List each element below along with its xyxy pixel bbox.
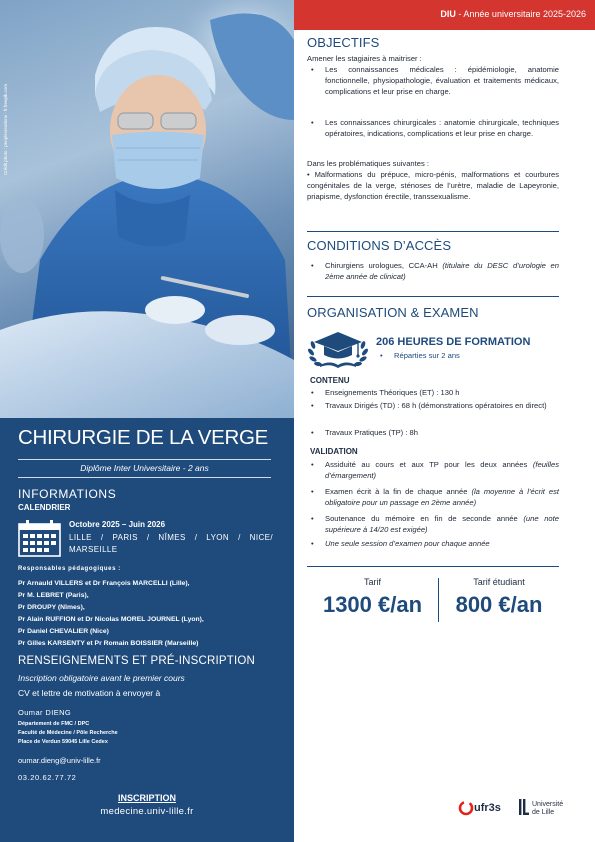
- university-logo-line2: de Lille: [532, 809, 555, 816]
- list-item: Pr Arnauld VILLERS et Dr François MARCELLI (Lille),: [18, 580, 190, 587]
- conditions-note: (titulaire du DESC d’urologie en 2ème année de clinicat): [325, 261, 559, 281]
- validation-text: Assiduité au cours et aux TP pour les deux années: [325, 460, 533, 469]
- conditions-text: Chirurgiens urologues, CCA-AH: [325, 261, 443, 270]
- registration-note: Inscription obligatoire avant le premier cours: [18, 673, 185, 683]
- problems-list: • Malformations du prépuce, micro-pénis, malformations et courbures congénitales de la verge, sténoses de l’urètre, maladie de Lapeyronie, priapisme, dysfonction érectile, transsexualisme.: [307, 170, 559, 201]
- list-item: Pr Gilles KARSENTY et Pr Romain BOISSIER (Marseille): [18, 640, 199, 647]
- page-title: CHIRURGIE DE LA VERGE: [18, 426, 269, 449]
- divider: [18, 459, 271, 460]
- diploma-subtitle: Diplôme Inter Universitaire - 2 ans: [80, 463, 209, 473]
- conditions-bullet: [311, 261, 559, 283]
- responsables-list: [18, 578, 288, 650]
- conditions-heading: CONDITIONS D’ACCÈS: [307, 238, 452, 253]
- address-line: Place de Verdun 59045 Lille Cedex: [18, 739, 108, 745]
- validation-item: [311, 539, 559, 550]
- contact-email-link[interactable]: oumar.dieng@univ-lille.fr: [18, 756, 101, 765]
- validation-note: Une seule session d’examen pour chaque année: [325, 539, 490, 548]
- banner-text: [294, 9, 586, 19]
- calendar-icon: [18, 519, 61, 557]
- contenu-item: • Travaux Dirigés (TD) : 68 h (démonstrations opératoires en direct): [311, 401, 559, 412]
- informations-heading: INFORMATIONS: [18, 487, 117, 501]
- registration-cv: CV et lettre de motivation à envoyer à: [18, 688, 161, 698]
- contact-address: [18, 720, 118, 747]
- organisation-heading: ORGANISATION & EXAMEN: [307, 305, 479, 320]
- validation-note: (feuilles d’émargement): [325, 460, 559, 480]
- list-item: Pr Daniel CHEVALIER (Nice): [18, 628, 109, 635]
- university-logo-line1: Université: [532, 801, 564, 808]
- tarif-student-value: 800 €/an: [455, 592, 543, 617]
- year-banner: [294, 0, 595, 30]
- list-item: Pr DROUPY (Nîmes),: [18, 604, 85, 611]
- tarif-value: 1300 €/an: [322, 592, 423, 617]
- divider: [307, 566, 559, 567]
- validation-item: [311, 487, 559, 509]
- calendar-cities-continued: MARSEILLE: [69, 545, 118, 554]
- banner-prefix: DIU: [440, 9, 456, 19]
- objectifs-bullet: • Les connaissances médicales : épidémiologie, anatomie fonctionnelle, physiopathologie, évaluation et traitements médicaux, complications et leur prise en charge.: [311, 65, 559, 97]
- problems-intro: Dans les problématiques suivantes :: [307, 159, 429, 168]
- address-line: Faculté de Médecine / Pôle Recherche: [18, 730, 118, 736]
- objectifs-bullet: • Les connaissances chirurgicales : anatomie chirurgicale, techniques opératoires, indications, complications et leur prise en charge.: [311, 118, 559, 140]
- hours-subtitle: • Réparties sur 2 ans: [380, 351, 460, 360]
- contenu-item: • Enseignements Théoriques (ET) : 130 h: [311, 388, 559, 399]
- calendar-heading: CALENDRIER: [18, 503, 71, 512]
- list-item: Pr M. LEBRET (Paris),: [18, 592, 89, 599]
- validation-note: (une note supérieure à 14/20 est exigée): [325, 514, 559, 534]
- university-lille-logo: [518, 797, 570, 819]
- ufr3s-logo: [458, 797, 508, 817]
- validation-note: (la moyenne à l’écrit est obligatoire pour un passage en 2ème année): [325, 487, 559, 507]
- address-line: Département de FMC / DPC: [18, 721, 90, 727]
- contact-name: Oumar DIENG: [18, 708, 72, 717]
- validation-text: Soutenance du mémoire en fin de seconde année: [325, 514, 524, 523]
- tarif-label: Tarif: [363, 577, 381, 587]
- divider: [307, 296, 559, 297]
- contenu-item: • Travaux Pratiques (TP) : 8h: [311, 428, 559, 439]
- surgeon-photo: [0, 0, 294, 418]
- validation-item: [311, 514, 559, 536]
- surgeon-illustration: [0, 0, 294, 418]
- calendar-cities: LILLE / PARIS / NÎMES / LYON / NICE/: [69, 533, 273, 542]
- inscription-label: INSCRIPTION: [117, 793, 176, 803]
- inscription-link[interactable]: medecine.univ-lille.fr: [100, 806, 194, 817]
- divider: [307, 231, 559, 232]
- responsables-heading: Responsables pédagogiques :: [18, 566, 121, 572]
- ufr3s-logo-text: ufr3s: [474, 802, 501, 814]
- banner-year: - Année universitaire 2025-2026: [455, 9, 586, 19]
- calendar-dates: Octobre 2025 – Juin 2026: [69, 520, 166, 529]
- objectifs-intro: Amener les stagiaires à maitriser :: [307, 54, 422, 63]
- objectifs-heading: OBJECTIFS: [307, 35, 380, 50]
- left-panel: [0, 0, 294, 842]
- registration-heading: RENSEIGNEMENTS ET PRÉ-INSCRIPTION: [18, 655, 256, 667]
- tarif-student-label: Tarif étudiant: [473, 577, 525, 587]
- photo-credit: Crédit photo : peoplecreations - fr.freepik.com: [3, 83, 8, 175]
- validation-heading: VALIDATION: [310, 447, 358, 456]
- hours-heading: 206 HEURES DE FORMATION: [376, 336, 531, 348]
- validation-text: Examen écrit à la fin de chaque année: [325, 487, 472, 496]
- graduation-cap-icon: [306, 329, 370, 369]
- validation-item: [311, 460, 559, 482]
- divider: [18, 477, 271, 478]
- contact-phone: 03.20.62.77.72: [18, 773, 77, 782]
- list-item: Pr Alain RUFFION et Dr Nicolas MOREL JOURNEL (Lyon),: [18, 616, 204, 623]
- contenu-heading: CONTENU: [310, 376, 350, 385]
